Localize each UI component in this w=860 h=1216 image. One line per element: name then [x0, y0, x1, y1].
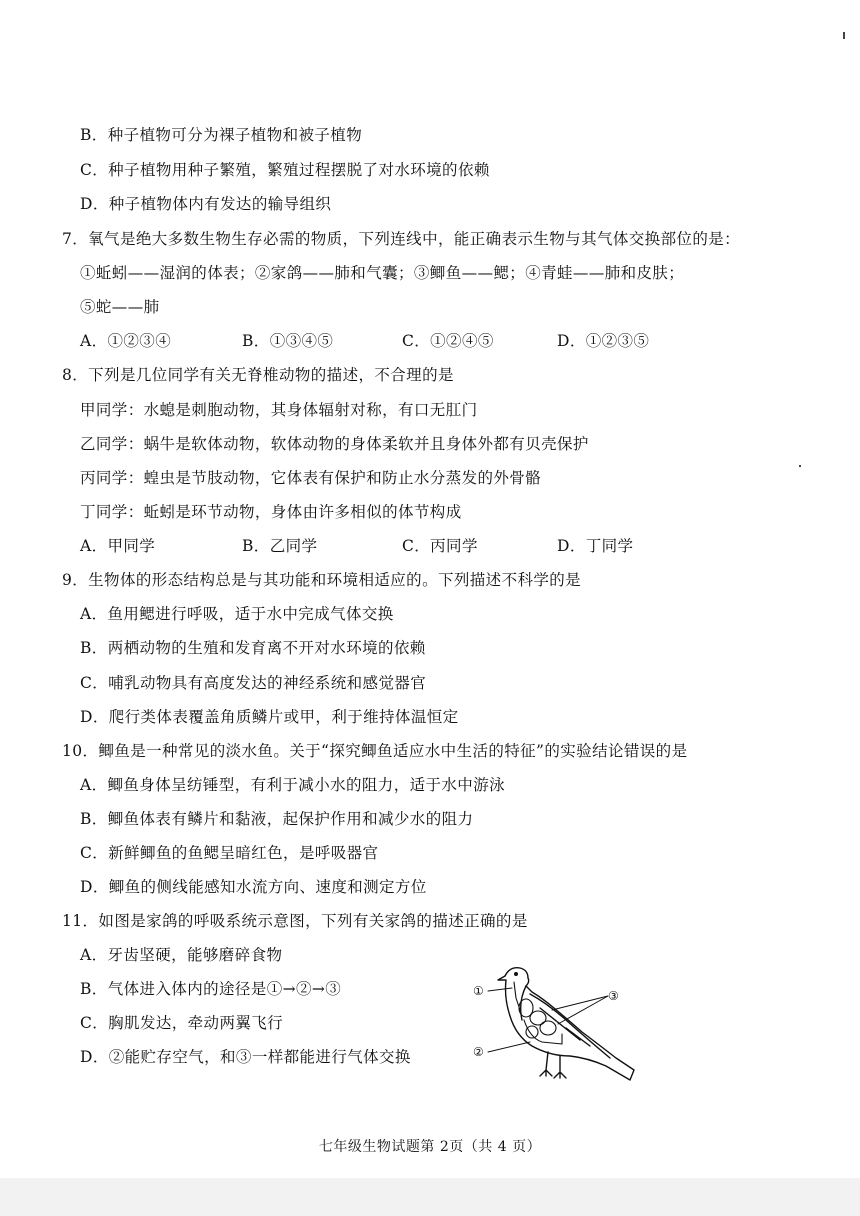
q8-option-d: D．丁同学	[557, 537, 634, 555]
q6-option-b: B．种子植物可分为裸子植物和被子植物	[80, 126, 363, 144]
q8-statement-1: 甲同学：水螅是刺胞动物，其身体辐射对称，有口无肛门	[80, 401, 478, 419]
scan-dot	[799, 465, 801, 467]
q7-option-d: D．①②③⑤	[557, 332, 650, 350]
q9-option-a: A．鱼用鳃进行呼吸，适于水中完成气体交换	[80, 605, 394, 623]
q7-items-line2: ⑤蛇——肺	[80, 298, 160, 316]
q11-option-c: C．胸肌发达，牵动两翼飞行	[80, 1014, 284, 1032]
q8-option-b: B．乙同学	[242, 537, 318, 555]
q8-statement-4: 丁同学：蚯蚓是环节动物，身体由许多相似的体节构成	[80, 503, 462, 521]
fig-label-3: ③	[608, 989, 619, 1003]
fig-label-2: ②	[473, 1045, 484, 1059]
q8-option-a: A．甲同学	[80, 537, 156, 555]
q8-statement-2: 乙同学：蜗牛是软体动物，软体动物的身体柔软并且身体外都有贝壳保护	[80, 435, 589, 453]
q8-option-c: C．丙同学	[402, 537, 478, 555]
q10-option-b: B．鲫鱼体表有鳞片和黏液，起保护作用和减少水的阻力	[80, 810, 474, 828]
q7-option-a: A．①②③④	[80, 332, 172, 350]
q9-stem: 9．生物体的形态结构总是与其功能和环境相适应的。下列描述不科学的是	[62, 571, 582, 589]
q8-stem: 8．下列是几位同学有关无脊椎动物的描述，不合理的是	[62, 366, 454, 384]
pigeon-respiratory-diagram	[470, 958, 650, 1088]
page-footer: 七年级生物试题第 2页（共 4 页）	[318, 1139, 542, 1155]
q8-statement-3: 丙同学：蝗虫是节肢动物，它体表有保护和防止水分蒸发的外骨骼	[80, 469, 542, 487]
q10-option-a: A．鲫鱼身体呈纺锤型，有利于减小水的阻力，适于水中游泳	[80, 776, 505, 794]
q11-option-a: A．牙齿坚硬，能够磨碎食物	[80, 946, 283, 964]
scan-mark	[843, 32, 845, 39]
q10-option-d: D．鲫鱼的侧线能感知水流方向、速度和测定方位	[80, 878, 427, 896]
q7-option-b: B．①③④⑤	[242, 332, 334, 350]
q7-option-c: C．①②④⑤	[402, 332, 494, 350]
q11-stem: 11．如图是家鸽的呼吸系统示意图，下列有关家鸽的描述正确的是	[62, 912, 528, 930]
scan-bottom-margin	[0, 1178, 860, 1216]
q7-items-line1: ①蚯蚓——湿润的体表；②家鸽——肺和气囊；③鲫鱼——鳃；④青蛙——肺和皮肤；	[80, 264, 685, 282]
q9-option-c: C．哺乳动物具有高度发达的神经系统和感觉器官	[80, 674, 427, 692]
q11-option-d: D．②能贮存空气，和③一样都能进行气体交换	[80, 1048, 411, 1066]
q10-option-c: C．新鲜鲫鱼的鱼鳃呈暗红色，是呼吸器官	[80, 844, 379, 862]
fig-label-1: ①	[473, 984, 484, 998]
q10-stem: 10．鲫鱼是一种常见的淡水鱼。关于“探究鲫鱼适应水中生活的特征”的实验结论错误的是	[62, 742, 688, 760]
q6-option-d: D．种子植物体内有发达的输导组织	[80, 195, 332, 213]
q11-option-b: B．气体进入体内的途径是①→②→③	[80, 980, 342, 998]
q6-option-c: C．种子植物用种子繁殖，繁殖过程摆脱了对水环境的依赖	[80, 161, 490, 179]
q9-option-b: B．两栖动物的生殖和发育离不开对水环境的依赖	[80, 639, 426, 657]
q9-option-d: D．爬行类体表覆盖角质鳞片或甲，利于维持体温恒定	[80, 708, 459, 726]
q7-stem: 7．氧气是绝大多数生物生存必需的物质，下列连线中，能正确表示生物与其气体交换部位的是：	[62, 230, 741, 248]
